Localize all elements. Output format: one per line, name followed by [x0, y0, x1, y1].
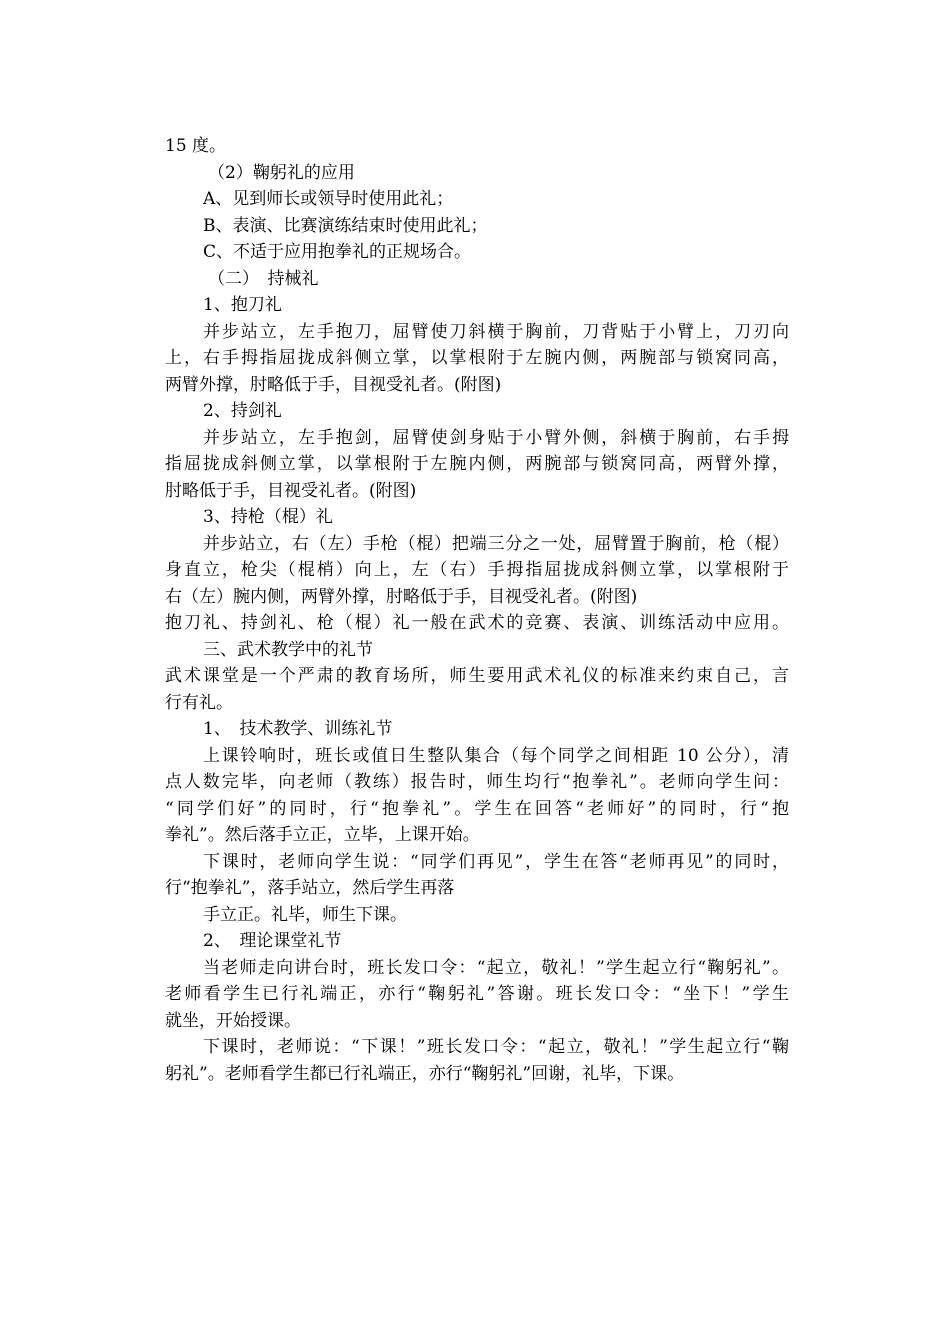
paragraph-line: 手立正。礼毕，师生下课。	[203, 904, 407, 925]
paragraph-line: 上，右手拇指屈拢成斜侧立掌，以掌根附于左腕内侧，两腕部与锁窝同高，	[165, 348, 789, 368]
subheading: 2、持剑礼	[203, 401, 282, 421]
paragraph-line: 并步站立，右（左）手枪（棍）把端三分之一处，屈臂置于胸前，枪（棍）	[203, 533, 789, 554]
list-item: C、不适于应用抱拳礼的正规场合。	[203, 242, 472, 262]
section-heading: 三、武术教学中的礼节	[203, 639, 373, 660]
paragraph-line: 就坐，开始授课。	[165, 1010, 301, 1031]
list-item: A、见到师长或领导时使用此礼；	[203, 189, 454, 209]
paragraph-line: 指屈拢成斜侧立掌，以掌根附于左腕内侧，两腕部与锁窝同高，两臂外撑，	[165, 454, 789, 474]
paragraph-line: 点人数完毕，向老师（教练）报告时，师生均行“抱拳礼”。老师向学生问：	[165, 772, 789, 792]
text-line: 15 度。	[165, 136, 227, 156]
paragraph-line: 下课时，老师向学生说：“同学们再见”，学生在答“老师再见”的同时，	[203, 851, 789, 872]
paragraph-line: 当老师走向讲台时，班长发口令：“起立，敬礼！”学生起立行“鞠躬礼”。	[203, 957, 789, 978]
paragraph-line: 抱刀礼、持剑礼、枪（棍）礼一般在武术的竞赛、表演、训练活动中应用。	[165, 613, 789, 633]
paragraph-line: 并步站立，左手抱剑，屈臂使剑身贴于小臂外侧，斜横于胸前，右手拇	[203, 427, 789, 448]
subheading: 1、 技术教学、训练礼节	[203, 719, 393, 739]
paragraph-line: 拳礼”。然后落手立正，立毕，上课开始。	[165, 825, 480, 845]
paragraph-line: 右（左）腕内侧，两臂外撑，肘略低于手，目视受礼者。(附图)	[165, 586, 638, 607]
paragraph-line: 并步站立，左手抱刀，屈臂使刀斜横于胸前，刀背贴于小臂上，刀刃向	[203, 321, 789, 342]
paragraph-line: 上课铃响时，班长或值日生整队集合（每个同学之间相距 10 公分），清	[203, 745, 789, 766]
paragraph-line: 肘略低于手，目视受礼者。(附图)	[165, 480, 417, 501]
paragraph-line: 武术课堂是一个严肃的教育场所，师生要用武术礼仪的标准来约束自己，言	[165, 666, 789, 686]
paragraph-line: “同学们好”的同时，行“抱拳礼”。学生在回答“老师好”的同时，行“抱	[165, 798, 789, 819]
paragraph-line: 老师看学生已行礼端正，亦行“鞠躬礼”答谢。班长发口令：“坐下！”学生	[165, 984, 789, 1004]
paragraph-line: 身直立，枪尖（棍梢）向上，左（右）手拇指屈拢成斜侧立掌，以掌根附于	[165, 560, 789, 580]
subheading: 3、持枪（棍）礼	[203, 507, 333, 527]
subheading: 2、 理论课堂礼节	[203, 931, 342, 951]
subheading: 1、抱刀礼	[203, 295, 282, 315]
list-item: B、表演、比赛演练结束时使用此礼；	[203, 215, 488, 236]
paragraph-line: 下课时，老师说：“下课！”班长发口令：“起立，敬礼！”学生起立行“鞠	[203, 1037, 789, 1057]
paragraph-line: 行“抱拳礼”，落手站立，然后学生再落	[165, 878, 455, 898]
subheading: （2）鞠躬礼的应用	[208, 162, 355, 183]
paragraph-line: 躬礼”。老师看学生都已行礼端正，亦行“鞠躬礼”回谢，礼毕，下课。	[165, 1063, 685, 1084]
section-heading: （二） 持械礼	[208, 268, 319, 289]
paragraph-line: 行有礼。	[165, 692, 233, 713]
document-body	[165, 133, 789, 1087]
paragraph-line: 两臂外撑，肘略低于手，目视受礼者。(附图)	[165, 374, 502, 395]
